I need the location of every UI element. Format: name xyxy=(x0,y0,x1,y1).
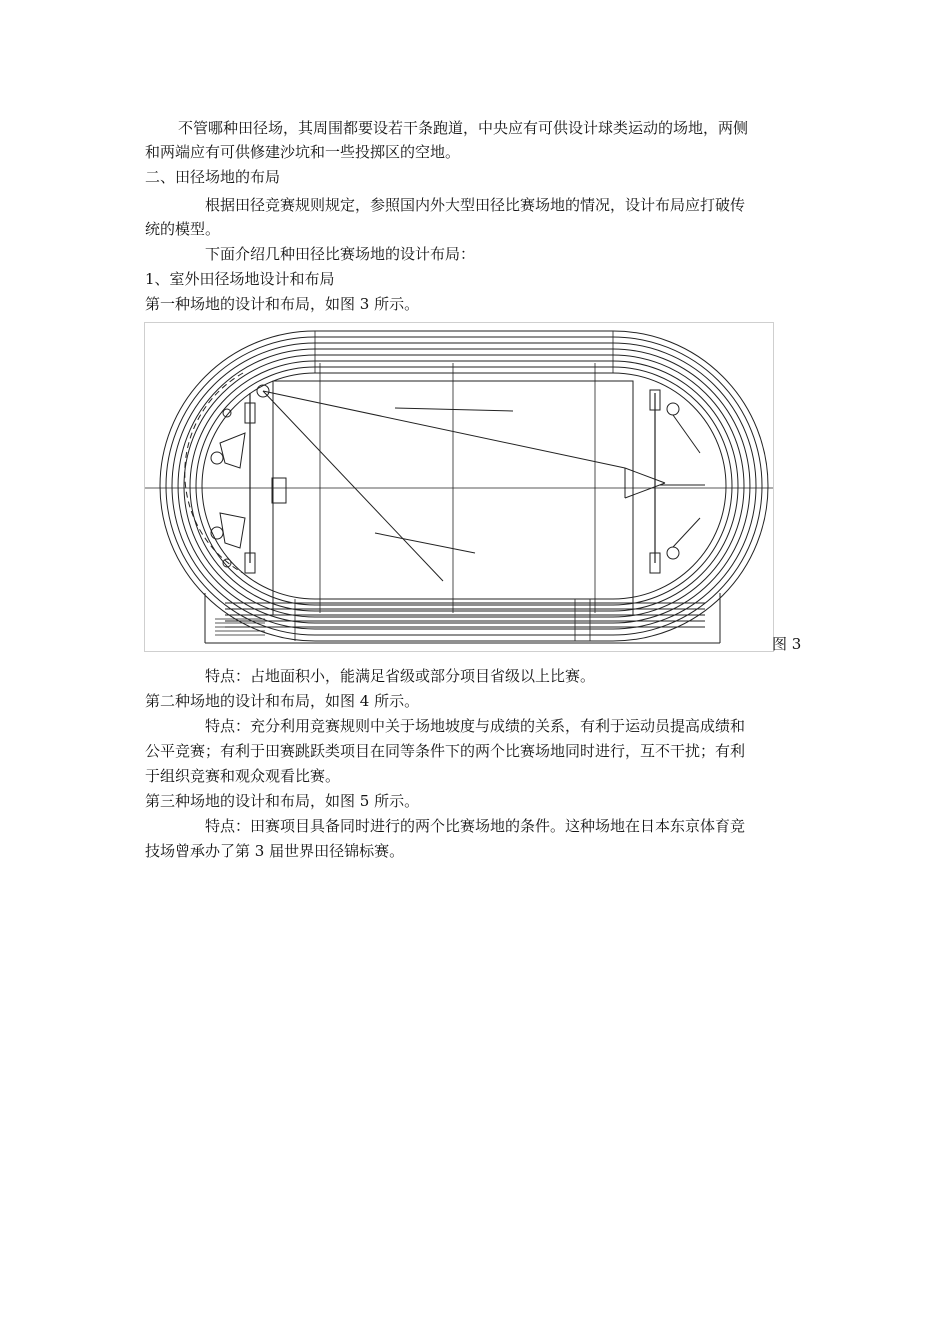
throwing-circle-right-bottom xyxy=(667,547,679,559)
paragraph-first-layout: 第一种场地的设计和布局，如图 3 所示。 xyxy=(145,295,420,313)
paragraph-third-layout: 第三种场地的设计和布局，如图 5 所示。 xyxy=(145,792,420,810)
sector-line-upper xyxy=(263,391,625,468)
sector-line-lower xyxy=(263,391,443,581)
track-field-diagram xyxy=(144,322,774,652)
feature-third-line2: 技场曾承办了第 3 届世界田径锦标赛。 xyxy=(145,842,405,860)
feature-second-line2: 公平竞赛；有利于田赛跳跃类项目在同等条件下的两个比赛场地同时进行，互不干扰；有利 xyxy=(145,742,746,760)
figure-caption: 图 3 xyxy=(772,635,802,653)
running-track-lanes xyxy=(160,331,768,641)
lane-marks xyxy=(295,331,613,641)
paragraph-intro-line2: 和两端应有可供修建沙坑和一些投掷区的空地。 xyxy=(145,143,461,161)
subheading-outdoor: 1、室外田径场地设计和布局 xyxy=(145,270,335,288)
paragraph-intro-layouts: 下面介绍几种田径比赛场地的设计布局： xyxy=(205,245,476,263)
throwing-circle-right-top xyxy=(667,403,679,415)
paragraph-second-layout: 第二种场地的设计和布局，如图 4 所示。 xyxy=(145,692,420,710)
feature-first: 特点：占地面积小，能满足省级或部分项目省级以上比赛。 xyxy=(205,667,596,685)
section-heading-layout: 二、田径场地的布局 xyxy=(145,168,281,186)
paragraph-rules-line2: 统的模型。 xyxy=(145,220,221,238)
paragraph-intro-line1: 不管哪种田径场，其周围都要设若干条跑道，中央应有可供设计球类运动的场地，两侧 xyxy=(178,119,749,137)
feature-second-line1: 特点：充分利用竞赛规则中关于场地坡度与成绩的关系，有利于运动员提高成绩和 xyxy=(205,717,746,735)
paragraph-rules-line1: 根据田径竞赛规则规定，参照国内外大型田径比赛场地的情况，设计布局应打破传 xyxy=(205,196,746,214)
feature-third-line1: 特点：田赛项目具备同时进行的两个比赛场地的条件。这种场地在日本东京体育竞 xyxy=(205,817,746,835)
feature-second-line3: 于组织竞赛和观众观看比赛。 xyxy=(145,767,341,785)
